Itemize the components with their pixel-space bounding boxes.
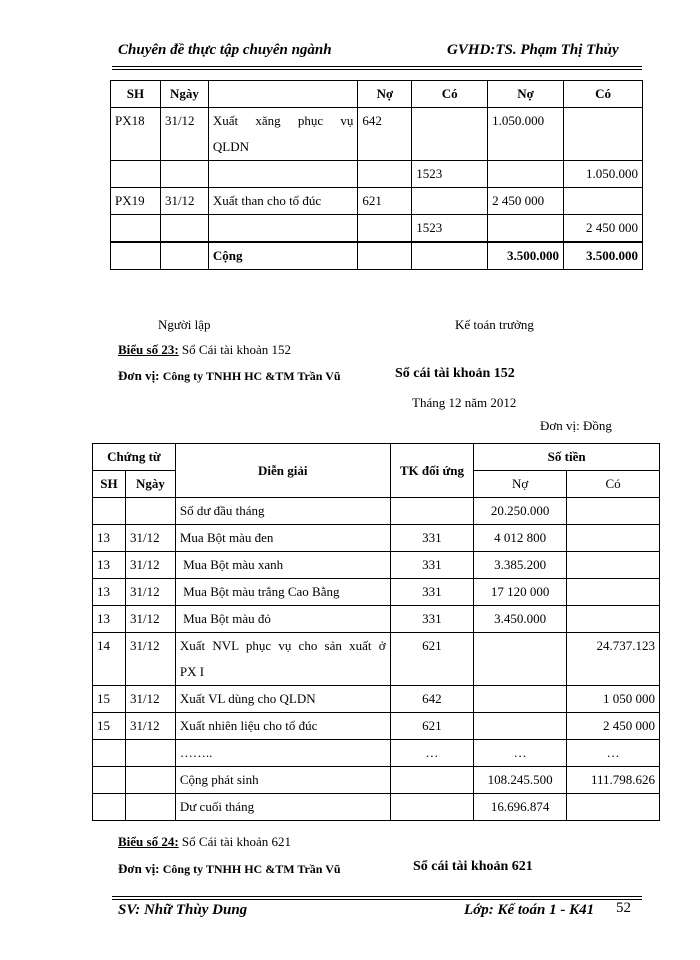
total-co: 3.500.000 <box>564 243 643 270</box>
cell-ngay <box>160 215 208 242</box>
cell-no: 3.385.200 <box>474 552 567 579</box>
col-chungtu: Chứng từ <box>93 444 176 471</box>
table-row <box>93 606 660 633</box>
cell-tk-co: 1523 <box>412 161 488 188</box>
cell-ngay: 31/12 <box>125 633 175 686</box>
currency-unit: Đơn vị: Đồng <box>540 418 612 433</box>
col-sh: SH <box>93 471 126 498</box>
bieu23-unit-line <box>118 368 341 384</box>
bieu24-title: Sổ Cái tài khoản 621 <box>181 834 291 849</box>
cell-co <box>567 525 660 552</box>
cell-sh: 14 <box>93 633 126 686</box>
table-row <box>93 498 660 525</box>
cell-tk-no <box>358 215 412 242</box>
table-header-row <box>111 81 643 108</box>
table-row <box>93 686 660 713</box>
cell-no <box>474 633 567 686</box>
footer-student: SV: Nhữ Thùy Dung <box>118 902 248 918</box>
cell-desc: Xuất nhiên liệu cho tổ đúc <box>175 713 390 740</box>
cell-amount-co <box>564 108 643 161</box>
cell-amount-no <box>488 215 564 242</box>
cell-amount-no: 1.050.000 <box>488 108 564 161</box>
cell-sh: PX19 <box>111 188 161 215</box>
cell-desc: Mua Bột màu đỏ <box>175 606 390 633</box>
cell-no: 108.245.500 <box>474 767 567 794</box>
table-row <box>93 633 660 686</box>
cell-amount-no: 2 450 000 <box>488 188 564 215</box>
signature-preparer: Người lập <box>158 317 211 332</box>
cell-co: … <box>567 740 660 767</box>
cell-no: 17 120 000 <box>474 579 567 606</box>
cell-co <box>567 579 660 606</box>
col-ngay: Ngày <box>125 471 175 498</box>
cell-co <box>567 606 660 633</box>
total-no: 3.500.000 <box>488 243 564 270</box>
cell-no: 20.250.000 <box>474 498 567 525</box>
cell-tk <box>390 767 474 794</box>
cell-sh: 13 <box>93 525 126 552</box>
cell-no <box>474 713 567 740</box>
cell-tk-co <box>412 108 488 161</box>
table-row <box>111 161 643 188</box>
donvi-label: Đơn vị: <box>118 861 160 876</box>
desc-line-2: PX I <box>179 664 205 679</box>
cell-desc: Dư cuối tháng <box>175 794 390 821</box>
table-row <box>93 767 660 794</box>
cell-desc <box>208 161 358 188</box>
bieu23-heading <box>118 342 291 358</box>
cell-sh: 13 <box>93 552 126 579</box>
cell-co <box>567 552 660 579</box>
col-no: Nợ <box>474 471 567 498</box>
cell-desc: Mua Bột màu trắng Cao Bằng <box>175 579 390 606</box>
col-sh: SH <box>111 81 161 108</box>
cell-sh <box>93 767 126 794</box>
bieu23-label: Biểu số 23: <box>118 342 179 357</box>
table-row <box>111 188 643 215</box>
footer-class: Lớp: Kế toán 1 - K41 <box>464 902 595 918</box>
cell-co: 111.798.626 <box>567 767 660 794</box>
cell-desc: …….. <box>175 740 390 767</box>
table-row <box>93 713 660 740</box>
cell-tk-no: 642 <box>358 108 412 161</box>
cell-sh <box>111 243 161 270</box>
cell-tk: 331 <box>390 606 474 633</box>
cell-desc: Mua Bột màu xanh <box>175 552 390 579</box>
cell-ngay: 31/12 <box>125 713 175 740</box>
cell-tk: 331 <box>390 579 474 606</box>
table-row <box>93 525 660 552</box>
cell-desc <box>208 215 358 242</box>
cell-ngay: 31/12 <box>160 188 208 215</box>
desc-line-1: Xuất xăng phục vụ <box>212 113 354 128</box>
cell-tk <box>390 794 474 821</box>
desc-line-2: QLDN <box>212 139 249 154</box>
cell-desc: Mua Bột màu đen <box>175 525 390 552</box>
table-total-row <box>111 243 643 270</box>
cell-desc <box>208 108 358 161</box>
table-header-row <box>93 444 660 471</box>
cell-no: 4 012 800 <box>474 525 567 552</box>
cell-ngay <box>125 498 175 525</box>
cell-no: 16.696.874 <box>474 794 567 821</box>
company-name: Công ty TNHH HC &TM Trần Vũ <box>162 369 341 383</box>
cell-sh: 13 <box>93 579 126 606</box>
cell-desc: Số dư đầu tháng <box>175 498 390 525</box>
ledger-title: Sổ cái tài khoản 621 <box>413 859 533 874</box>
col-amount-co: Có <box>564 81 643 108</box>
table-row <box>93 579 660 606</box>
cell-no: … <box>474 740 567 767</box>
cell-tk-no <box>358 243 412 270</box>
header-left: Chuyên đề thực tập chuyên ngành <box>118 42 332 58</box>
table-row <box>93 794 660 821</box>
cell-tk-no: 621 <box>358 188 412 215</box>
page-number: 52 <box>616 900 631 916</box>
table-row <box>93 552 660 579</box>
col-diengiai: Diễn giải <box>175 444 390 498</box>
cell-tk: 621 <box>390 713 474 740</box>
cell-ngay <box>125 740 175 767</box>
cell-sh <box>111 161 161 188</box>
cell-ngay: 31/12 <box>125 606 175 633</box>
cell-ngay: 31/12 <box>125 579 175 606</box>
cell-sh <box>93 498 126 525</box>
cell-sh <box>93 740 126 767</box>
cell-ngay: 31/12 <box>125 525 175 552</box>
cell-co <box>567 794 660 821</box>
cell-tk: 331 <box>390 552 474 579</box>
cell-ngay <box>125 794 175 821</box>
table-row <box>111 108 643 161</box>
journal-table <box>110 80 643 270</box>
col-tk-no: Nợ <box>358 81 412 108</box>
cell-sh <box>93 794 126 821</box>
col-co: Có <box>567 471 660 498</box>
footer-divider <box>112 896 642 900</box>
signature-chief-accountant: Kế toán trưởng <box>455 317 534 332</box>
company-name: Công ty TNHH HC &TM Trần Vũ <box>162 862 341 876</box>
cell-ngay: 31/12 <box>160 108 208 161</box>
cell-ngay <box>160 161 208 188</box>
cell-tk: 331 <box>390 525 474 552</box>
cell-sh: 15 <box>93 686 126 713</box>
cell-amount-no <box>488 161 564 188</box>
cell-desc: Cộng phát sinh <box>175 767 390 794</box>
bieu23-title: Sổ Cái tài khoản 152 <box>181 342 291 357</box>
ledger-table <box>92 443 660 821</box>
cell-sh <box>111 215 161 242</box>
cell-tk: 642 <box>390 686 474 713</box>
cell-sh: PX18 <box>111 108 161 161</box>
header-divider <box>112 66 642 70</box>
cell-no <box>474 686 567 713</box>
col-ngay: Ngày <box>160 81 208 108</box>
cell-no: 3.450.000 <box>474 606 567 633</box>
cell-tk <box>390 498 474 525</box>
cell-co: 24.737.123 <box>567 633 660 686</box>
col-amount-no: Nợ <box>488 81 564 108</box>
cell-sh: 15 <box>93 713 126 740</box>
cell-amount-co <box>564 188 643 215</box>
cell-sh: 13 <box>93 606 126 633</box>
ledger-month: Tháng 12 năm 2012 <box>412 395 517 410</box>
cell-tk-co <box>412 243 488 270</box>
cell-amount-co: 2 450 000 <box>564 215 643 242</box>
cell-ngay: 31/12 <box>125 686 175 713</box>
cell-amount-co: 1.050.000 <box>564 161 643 188</box>
cell-tk-co <box>412 188 488 215</box>
header-right: GVHD:TS. Phạm Thị Thủy <box>447 42 619 58</box>
cell-tk-co: 1523 <box>412 215 488 242</box>
total-label: Cộng <box>208 243 358 270</box>
cell-tk-no <box>358 161 412 188</box>
bieu24-heading <box>118 834 291 850</box>
cell-co <box>567 498 660 525</box>
cell-ngay <box>125 767 175 794</box>
table-row <box>93 740 660 767</box>
cell-desc: Xuất than cho tổ đúc <box>208 188 358 215</box>
table-row <box>111 215 643 242</box>
cell-ngay: 31/12 <box>125 552 175 579</box>
desc-line-1: Xuất NVL phục vụ cho sản xuất ở <box>179 638 386 653</box>
cell-tk: 621 <box>390 633 474 686</box>
cell-co: 2 450 000 <box>567 713 660 740</box>
col-sotien: Số tiền <box>474 444 660 471</box>
bieu24-unit-line <box>118 861 341 877</box>
cell-desc: Xuất VL dùng cho QLDN <box>175 686 390 713</box>
col-tk-doiung: TK đối ứng <box>390 444 474 498</box>
cell-co: 1 050 000 <box>567 686 660 713</box>
cell-ngay <box>160 243 208 270</box>
ledger-title: Sổ cái tài khoản 152 <box>395 366 515 381</box>
col-desc <box>208 81 358 108</box>
donvi-label: Đơn vị: <box>118 368 160 383</box>
col-tk-co: Có <box>412 81 488 108</box>
bieu24-label: Biểu số 24: <box>118 834 179 849</box>
cell-tk: … <box>390 740 474 767</box>
cell-desc <box>175 633 390 686</box>
